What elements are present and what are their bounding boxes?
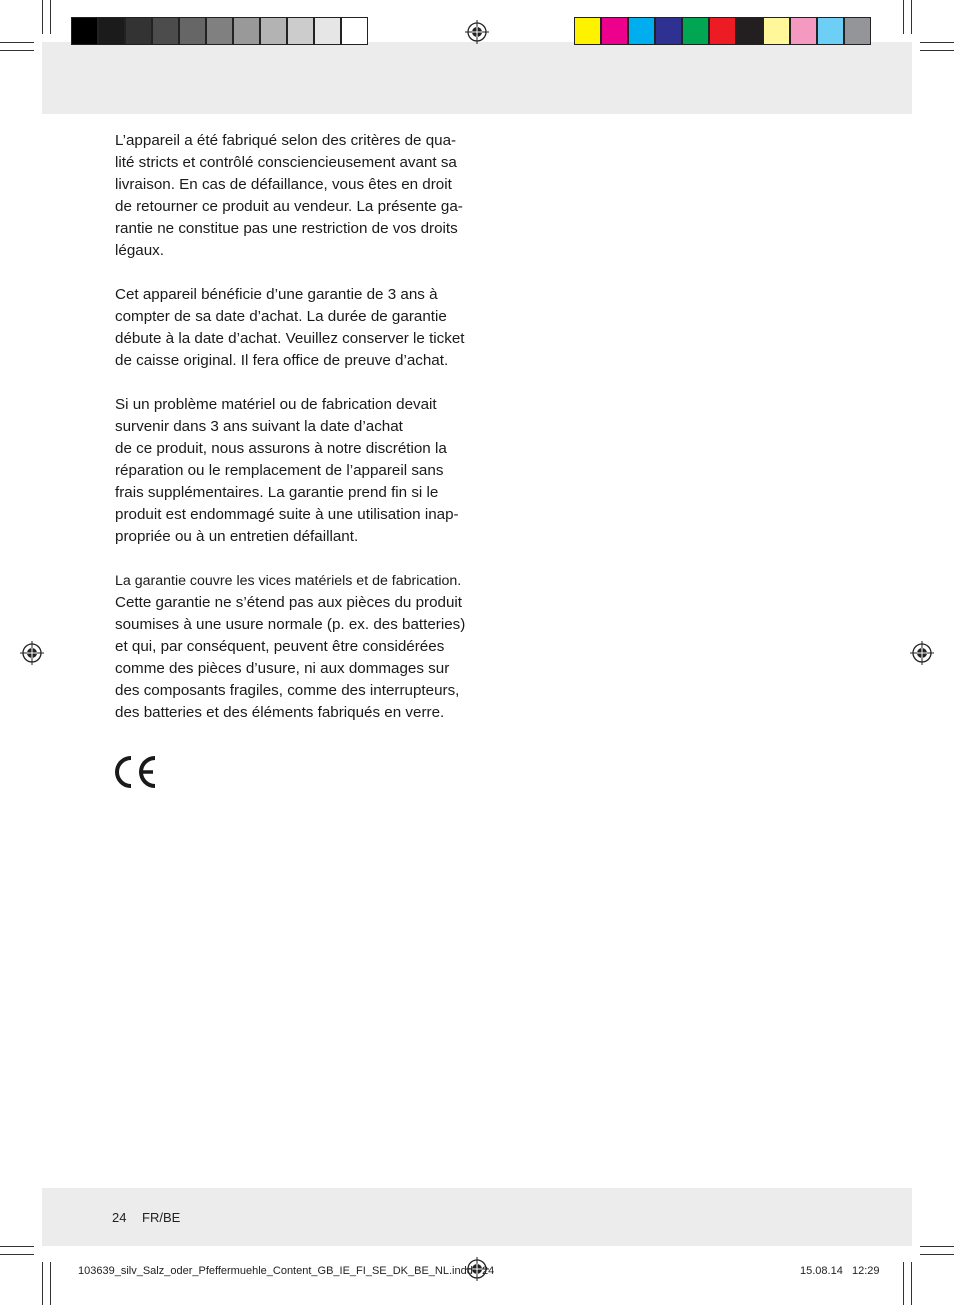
color-calibration-strip [574, 17, 871, 47]
print-slug-datetime: 15.08.14 12:29 [800, 1265, 880, 1277]
calibration-swatch [790, 17, 817, 45]
calibration-swatch [260, 17, 287, 45]
calibration-swatch [817, 17, 844, 45]
header-band [42, 42, 912, 114]
registration-mark-left-icon [20, 641, 44, 665]
ce-mark-icon [113, 755, 159, 789]
warranty-paragraph: Si un problème matériel ou de fabrication devait survenir dans 3 ans suivant la date d’achat de ce produit, nous assurons à notre discrétion la réparation ou le remplacement de l’appareil sans frais supplémentaires. La garantie prend fin si le produit est endommagé suite à une utilisation inap- propriée ou à un entretien défaillant. [115, 396, 459, 545]
print-slug-filename: 103639_silv_Salz_oder_Pfeffermuehle_Content_GB_IE_FI_SE_DK_BE_NL.indd 24 [78, 1265, 495, 1277]
calibration-swatch [709, 17, 736, 45]
calibration-swatch [341, 17, 368, 45]
calibration-swatch [233, 17, 260, 45]
registration-mark-top-icon [465, 20, 489, 44]
warranty-paragraph: L’appareil a été fabriqué selon des critères de qua- lité stricts et contrôlé consciencieusement avant sa livraison. En cas de défaillance, vous êtes en droit de retourner ce produit au vendeur. La présente ga- rantie ne constitue pas une restriction de vos droits légaux. [115, 132, 463, 259]
calibration-swatch [682, 17, 709, 45]
calibration-swatch [314, 17, 341, 45]
calibration-swatch [125, 17, 152, 45]
calibration-swatch [601, 17, 628, 45]
calibration-swatch [152, 17, 179, 45]
warranty-paragraph: Cet appareil bénéficie d’une garantie de 3 ans à compter de sa date d’achat. La durée de garantie débute à la date d’achat. Veuillez conserver le ticket de caisse original. Il fera office de preuve d’achat. [115, 286, 465, 369]
calibration-swatch [655, 17, 682, 45]
calibration-swatch [574, 17, 601, 45]
calibration-swatch [287, 17, 314, 45]
calibration-swatch [206, 17, 233, 45]
registration-mark-right-icon [910, 641, 934, 665]
calibration-swatch [71, 17, 98, 45]
warranty-paragraph: Cette garantie ne s’étend pas aux pièces du produit soumises à une usure normale (p. ex. des batteries) et qui, par conséquent, peuvent être considérées comme des pièces d’usure, ni aux dommages sur des composants fragiles, comme des interrupteurs, des batteries et des éléments fabriqués en verre. [115, 594, 466, 721]
calibration-swatch [763, 17, 790, 45]
warranty-text-column [115, 130, 467, 746]
calibration-swatch [179, 17, 206, 45]
warranty-paragraph: La garantie couvre les vices matériels et de fabrication. [115, 573, 462, 589]
page-number: 24 [112, 1210, 127, 1225]
calibration-swatch [736, 17, 763, 45]
calibration-swatch [98, 17, 125, 45]
calibration-swatch [844, 17, 871, 45]
grayscale-calibration-strip [71, 17, 368, 47]
page-locale: FR/BE [142, 1210, 181, 1225]
calibration-swatch [628, 17, 655, 45]
